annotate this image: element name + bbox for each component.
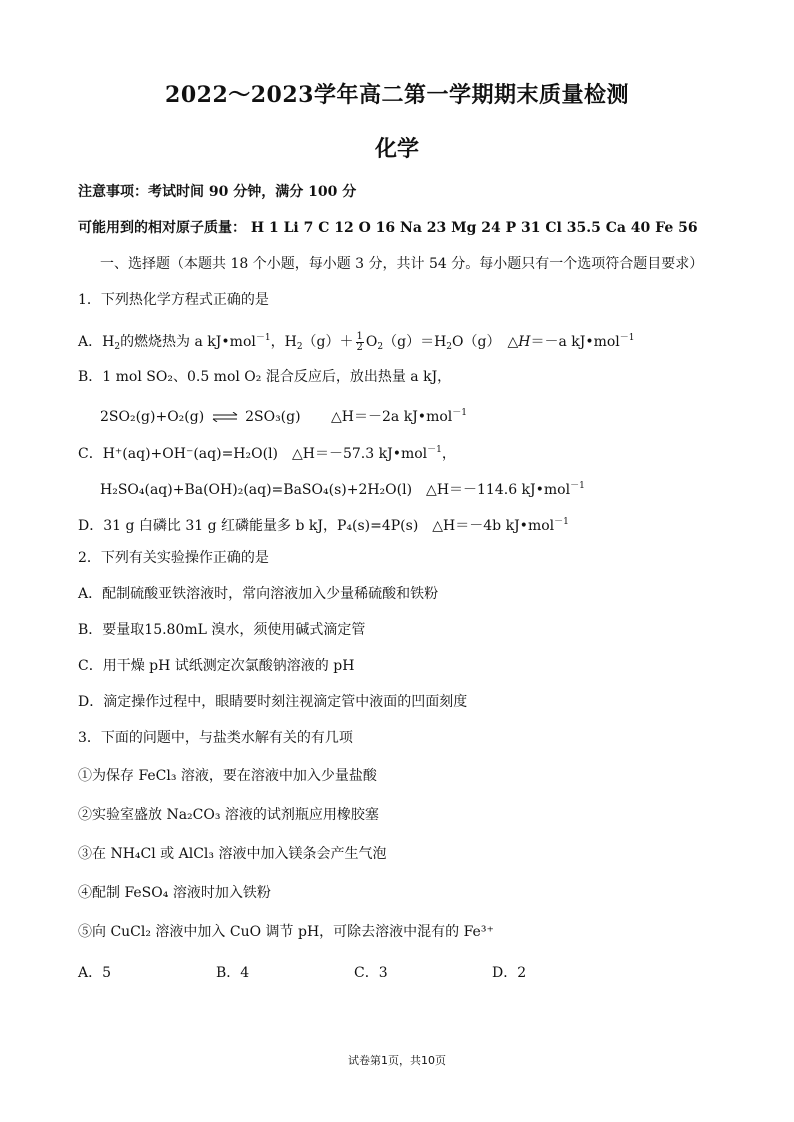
subject-title: 化学 <box>374 136 419 162</box>
q3-item-2: ②实验室盛放 Na₂CO₃ 溶液的试剂瓶应用橡胶塞 <box>78 807 379 823</box>
q1-option-d: D．31 g 白磷比 31 g 红磷能量多 b kJ，P₄(s)=4P(s) △H＝－4b kJ•mol$^{-1}$ <box>78 517 569 534</box>
q1-stem: 1．下列热化学方程式正确的是 <box>78 292 269 308</box>
q3-option-c: C．3 <box>354 965 388 981</box>
q1-option-a: A．$H_2$的燃烧热为 a kJ•mol$^{-1}$，$H_2(g)+$ $\frac{1}{2}$ $O_2(g)=H_2O(g)$ △H＝－a kJ•mol$^{-1}$ <box>78 330 635 353</box>
q3-stem: 3．下面的问题中，与盐类水解有关的有几项 <box>78 730 353 746</box>
q1-option-b: B．1 mol SO₂、0.5 mol O₂ 混合反应后，放出热量 a kJ， <box>78 369 452 385</box>
q3-item-4: ④配制 FeSO₄ 溶液时加入铁粉 <box>78 885 271 901</box>
q2-option-a: A．配制硫酸亚铁溶液时，常向溶液加入少量稀硫酸和铁粉 <box>78 586 439 602</box>
atomic-mass-note: 可能用到的相对原子质量： H 1 Li 7 C 12 O 16 Na 23 Mg 24 P 31 Cl 35.5 Ca 40 Fe 56 <box>78 220 698 236</box>
q2-option-b: B．要量取15.80mL 溴水，须使用碱式滴定管 <box>78 622 366 638</box>
q3-option-a: A．5 <box>78 965 112 981</box>
q3-option-b: B．4 <box>216 965 250 981</box>
q3-option-d: D．2 <box>492 965 527 981</box>
q1-option-b-equation: 2SO₂(g)+O₂(g) 2SO₃(g) △H＝－2a kJ•mol$^{-1}$ <box>100 408 467 425</box>
q1-option-c-equation: H₂SO₄(aq)+Ba(OH)₂(aq)=BaSO₄(s)+2H₂O(l) △H＝－114.6 kJ•mol$^{-1}$ <box>100 481 585 498</box>
section-heading: 一、选择题（本题共 18 个小题，每小题 3 分，共计 54 分。每小题只有一个选项符合题目要求） <box>100 256 704 272</box>
reversible-arrow-icon <box>211 412 239 422</box>
q2-option-d: D．滴定操作过程中，眼睛要时刻注视滴定管中液面的凹面刻度 <box>78 694 468 710</box>
fraction-one-half: $\frac{1}{2}$ <box>356 330 363 353</box>
attention-note: 注意事项：考试时间 90 分钟，满分 100 分 <box>78 184 357 200</box>
q2-option-c: C．用干燥 pH 试纸测定次氯酸钠溶液的 pH <box>78 658 355 674</box>
q2-stem: 2．下列有关实验操作正确的是 <box>78 550 269 566</box>
q1-option-c: C．H⁺(aq)+OH⁻(aq)=H₂O(l) △H＝－57.3 kJ•mol$^{-1}$， <box>78 445 456 462</box>
page-footer: 试卷第1页，共10页 <box>348 1054 446 1067</box>
q3-item-5: ⑤向 CuCl₂ 溶液中加入 CuO 调节 pH，可除去溶液中混有的 Fe³⁺ <box>78 924 494 940</box>
q3-item-3: ③在 NH₄Cl 或 AlCl₃ 溶液中加入镁条会产生气泡 <box>78 846 387 862</box>
q3-item-1: ①为保存 FeCl₃ 溶液，要在溶液中加入少量盐酸 <box>78 768 377 784</box>
exam-title: 2022～2023学年高二第一学期期末质量检测 <box>165 82 629 108</box>
